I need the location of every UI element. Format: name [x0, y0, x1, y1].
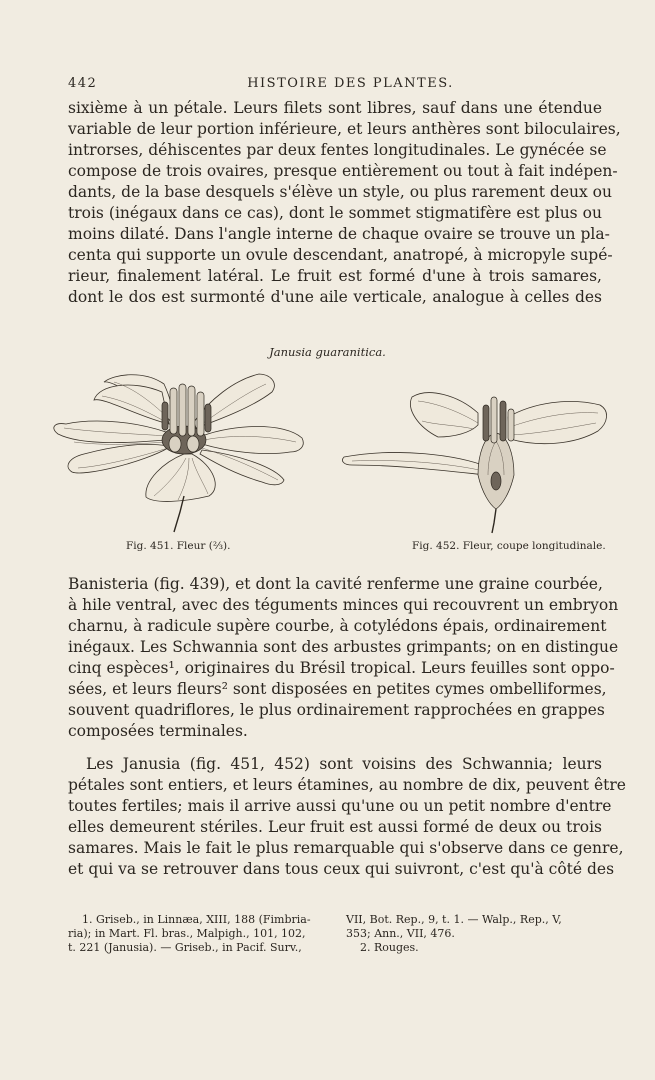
text-line: compose de trois ovaires, presque entièrement ou tout à fait indépen-: [68, 162, 618, 180]
text-line: cinq espèces¹, originaires du Brésil tropical. Leurs feuilles sont oppo-: [68, 659, 615, 677]
text-line: toutes fertiles; mais il arrive aussi qu'une ou un petit nombre d'entre: [68, 797, 612, 815]
running-head: [68, 76, 603, 94]
paragraph-1: [68, 98, 621, 308]
text-line: dants, de la base desquels s'élève un style, ou plus rarement deux ou: [68, 183, 612, 201]
text-line: à hile ventral, avec des téguments minces qui recouvrent un embryon: [68, 596, 619, 614]
footnote-line: ria); in Mart. Fl. bras., Malpigh., 101, 102,: [68, 927, 306, 940]
text-line: elles demeurent stériles. Leur fruit est aussi formé de deux ou trois: [68, 818, 602, 836]
running-title: HISTOIRE DES PLANTES.: [247, 76, 454, 91]
text-line: charnu, à radicule supère courbe, à cotylédons épais, ordinairement: [68, 617, 607, 635]
flower-section-illustration-fig452: [338, 375, 618, 535]
text-line: dont le dos est surmonté d'une aile verticale, analogue à celles des: [68, 288, 602, 306]
footnote-column-1: [68, 913, 336, 955]
text-line: sées, et leurs fleurs² sont disposées en petites cymes ombelliformes,: [68, 680, 607, 698]
text-line: samares. Mais le fait le plus remarquable qui s'observe dans ce genre,: [68, 839, 624, 857]
text-line: Banisteria (fig. 439), et dont la cavité renferme une graine courbée,: [68, 575, 603, 593]
text-line: Les Janusia (fig. 451, 452) sont voisins des Schwannia; leurs: [86, 755, 602, 773]
plate-caption: Janusia guaranitica.: [269, 345, 386, 359]
text-line: pétales sont entiers, et leurs étamines, au nombre de dix, peuvent être: [68, 776, 626, 794]
flower-illustration-fig451: [44, 362, 324, 537]
footnote-line: 353; Ann., VII, 476.: [346, 927, 455, 940]
text-line: souvent quadriflores, le plus ordinairement rapprochées en grappes: [68, 701, 605, 719]
text-line: centa qui supporte un ovule descendant, anatropé, à micropyle supé-: [68, 246, 613, 264]
text-line: trois (inégaux dans ce cas), dont le sommet stigmatifère est plus ou: [68, 204, 602, 222]
figure-452-caption: Fig. 452. Fleur, coupe longitudinale.: [412, 540, 606, 552]
figure-451-caption: Fig. 451. Fleur (⅔).: [126, 540, 231, 552]
text-line: inégaux. Les Schwannia sont des arbustes grimpants; on en distingue: [68, 638, 619, 656]
text-line: variable de leur portion inférieure, et leurs anthères sont biloculaires,: [68, 120, 621, 138]
text-line: sixième à un pétale. Leurs filets sont libres, sauf dans une étendue: [68, 99, 602, 117]
footnote-column-2: [346, 913, 608, 955]
text-line: moins dilaté. Dans l'angle interne de chaque ovaire se trouve un pla-: [68, 225, 610, 243]
text-line: introrses, déhiscentes par deux fentes longitudinales. Le gynécée se: [68, 141, 607, 159]
footnote-line: t. 221 (Janusia). — Griseb., in Pacif. Surv.,: [68, 941, 302, 954]
text-line: et qui va se retrouver dans tous ceux qui suivront, c'est qu'à côté des: [68, 860, 615, 878]
text-line: rieur, finalement latéral. Le fruit est formé d'une à trois samares,: [68, 267, 602, 285]
paragraph-2: [68, 574, 619, 742]
footnote-line: 2. Rouges.: [360, 941, 419, 954]
footnote-line: 1. Griseb., in Linnæa, XIII, 188 (Fimbria-: [82, 913, 311, 926]
page-number: 442: [68, 76, 98, 91]
footnote-line: VII, Bot. Rep., 9, t. 1. — Walp., Rep., V,: [346, 913, 562, 926]
text-line: composées terminales.: [68, 722, 248, 740]
paragraph-3: [68, 754, 626, 880]
